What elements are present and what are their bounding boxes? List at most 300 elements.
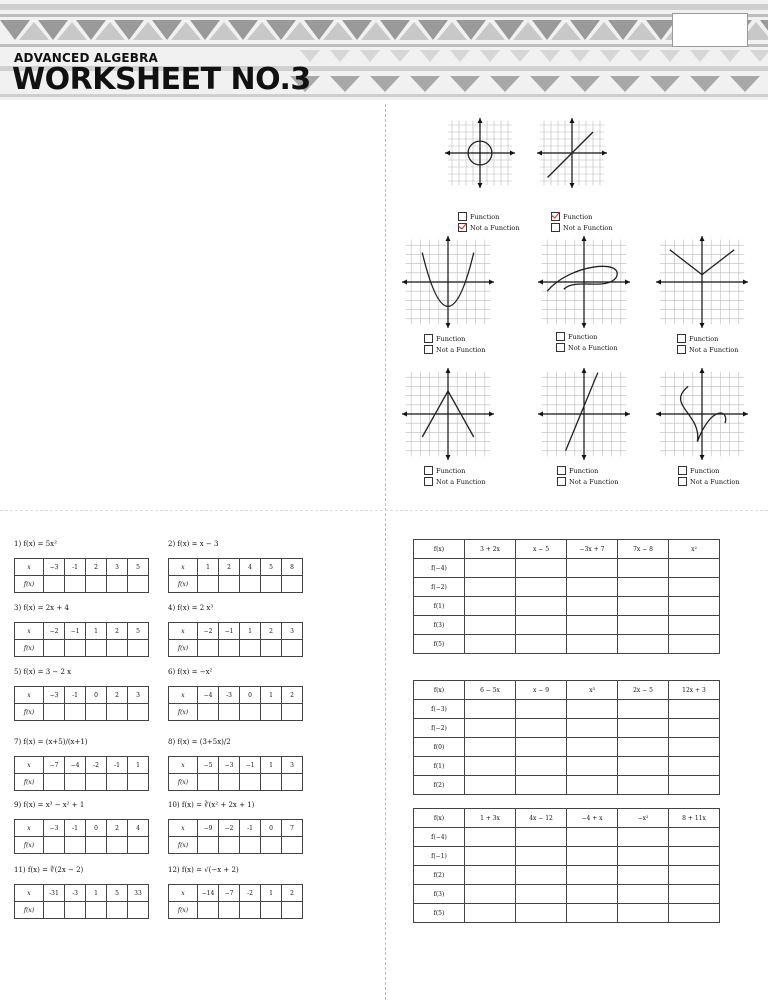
- answer-cell[interactable]: [261, 576, 282, 593]
- problem-2-table: [168, 558, 303, 593]
- graph-loop-option-1[interactable]: [556, 343, 618, 352]
- x-value: 2: [282, 885, 303, 902]
- answer-cell[interactable]: [669, 828, 720, 847]
- table-header: −4 + x: [567, 809, 618, 828]
- answer-cell[interactable]: [669, 597, 720, 616]
- graph-line-option-1[interactable]: [551, 223, 613, 232]
- x-header: x: [169, 623, 198, 640]
- answer-cell[interactable]: [516, 700, 567, 719]
- answer-cell[interactable]: [219, 704, 240, 721]
- problem-1-label: 1) f(x) = 5x²: [14, 540, 57, 548]
- x-value: 1: [240, 623, 261, 640]
- x-header: x: [15, 885, 44, 902]
- answer-cell[interactable]: [567, 559, 618, 578]
- checkbox[interactable]: [424, 477, 433, 486]
- answer-cell[interactable]: [240, 837, 261, 854]
- x-value: 0: [86, 687, 107, 704]
- answer-cell[interactable]: [261, 837, 282, 854]
- answer-cell[interactable]: [465, 635, 516, 654]
- answer-cell[interactable]: [567, 738, 618, 757]
- answer-cell[interactable]: [240, 774, 261, 791]
- checkbox[interactable]: [551, 223, 560, 232]
- x-header: x: [15, 820, 44, 837]
- graph-circle: [445, 118, 515, 188]
- answer-cell[interactable]: [465, 847, 516, 866]
- column-divider: [385, 104, 386, 1000]
- answer-cell[interactable]: [567, 776, 618, 795]
- function-table-1: [413, 539, 720, 654]
- checkbox[interactable]: [424, 466, 433, 475]
- answer-cell[interactable]: [618, 700, 669, 719]
- answer-cell[interactable]: [198, 902, 219, 919]
- answer-cell[interactable]: [86, 774, 107, 791]
- answer-cell[interactable]: [128, 902, 149, 919]
- x-header: x: [169, 559, 198, 576]
- worksheet-subtitle: ADVANCED ALGEBRA: [14, 51, 159, 65]
- row-label: f(5): [414, 635, 465, 654]
- answer-cell[interactable]: [567, 866, 618, 885]
- row-label: f(−1): [414, 847, 465, 866]
- x-value: 0: [86, 820, 107, 837]
- fx-header: f(x): [15, 837, 44, 854]
- answer-cell[interactable]: [618, 578, 669, 597]
- answer-cell[interactable]: [128, 704, 149, 721]
- answer-cell[interactable]: [567, 885, 618, 904]
- checkbox-label: Not a Function: [568, 343, 618, 352]
- problem-1-table: [14, 558, 149, 593]
- x-value: −3: [44, 820, 65, 837]
- answer-cell[interactable]: [516, 719, 567, 738]
- graph-vshape-option-1[interactable]: [677, 345, 739, 354]
- table-header: f(x): [414, 809, 465, 828]
- answer-cell[interactable]: [669, 578, 720, 597]
- graph-steep-option-1[interactable]: [557, 477, 619, 486]
- answer-cell[interactable]: [44, 640, 65, 657]
- answer-cell[interactable]: [465, 866, 516, 885]
- answer-cell[interactable]: [516, 776, 567, 795]
- answer-cell[interactable]: [669, 885, 720, 904]
- x-value: 5: [107, 885, 128, 902]
- x-value: -2: [86, 757, 107, 774]
- answer-cell[interactable]: [567, 597, 618, 616]
- answer-cell[interactable]: [107, 837, 128, 854]
- answer-cell[interactable]: [516, 578, 567, 597]
- answer-cell[interactable]: [65, 902, 86, 919]
- x-value: 2: [107, 687, 128, 704]
- checkbox[interactable]: [556, 343, 565, 352]
- graph-parabola-option-1[interactable]: [424, 345, 486, 354]
- answer-cell[interactable]: [107, 640, 128, 657]
- x-value: 3: [128, 687, 149, 704]
- x-value: 1: [261, 687, 282, 704]
- x-header: x: [15, 687, 44, 704]
- answer-cell[interactable]: [465, 616, 516, 635]
- problem-10-table: [168, 819, 303, 854]
- answer-cell[interactable]: [198, 837, 219, 854]
- answer-cell[interactable]: [618, 828, 669, 847]
- x-value: −5: [198, 757, 219, 774]
- checkbox-label: Not a Function: [690, 477, 740, 486]
- x-header: x: [15, 559, 44, 576]
- answer-cell[interactable]: [128, 576, 149, 593]
- x-value: 2: [107, 820, 128, 837]
- x-value: -1: [65, 687, 86, 704]
- answer-cell[interactable]: [516, 866, 567, 885]
- answer-cell[interactable]: [669, 776, 720, 795]
- x-header: x: [169, 885, 198, 902]
- answer-cell[interactable]: [516, 757, 567, 776]
- worksheet-title: WORKSHEET NO.3: [12, 62, 311, 97]
- answer-cell[interactable]: [567, 828, 618, 847]
- graph-triangle-option-0[interactable]: [424, 466, 465, 475]
- x-value: 7: [282, 820, 303, 837]
- problem-8-table: [168, 756, 303, 791]
- x-value: 1: [261, 885, 282, 902]
- answer-cell[interactable]: [65, 837, 86, 854]
- answer-cell[interactable]: [465, 597, 516, 616]
- answer-cell[interactable]: [618, 757, 669, 776]
- answer-cell[interactable]: [282, 902, 303, 919]
- answer-cell[interactable]: [198, 640, 219, 657]
- row-label: f(−4): [414, 828, 465, 847]
- x-value: 1: [86, 885, 107, 902]
- answer-cell[interactable]: [669, 616, 720, 635]
- x-value: -3: [219, 687, 240, 704]
- answer-cell[interactable]: [669, 719, 720, 738]
- x-value: -3: [65, 885, 86, 902]
- answer-cell[interactable]: [516, 828, 567, 847]
- problem-9-table: [14, 819, 149, 854]
- x-header: x: [15, 623, 44, 640]
- answer-cell[interactable]: [669, 904, 720, 923]
- answer-cell[interactable]: [65, 576, 86, 593]
- x-value: 8: [282, 559, 303, 576]
- graph-scurve-option-0[interactable]: [678, 466, 719, 475]
- answer-cell[interactable]: [240, 704, 261, 721]
- x-value: 0: [261, 820, 282, 837]
- table-header: −x²: [618, 809, 669, 828]
- answer-cell[interactable]: [240, 902, 261, 919]
- x-value: -1: [65, 820, 86, 837]
- answer-cell[interactable]: [107, 704, 128, 721]
- problem-3-table: [14, 622, 149, 657]
- answer-cell[interactable]: [618, 597, 669, 616]
- row-label: f(3): [414, 616, 465, 635]
- problem-3-label: 3) f(x) = 2x + 4: [14, 604, 69, 612]
- x-value: 1: [128, 757, 149, 774]
- graph-vshape: [656, 236, 748, 328]
- problem-5-table: [14, 686, 149, 721]
- answer-cell[interactable]: [240, 576, 261, 593]
- problem-11-table: [14, 884, 149, 919]
- graph-scurve-option-1[interactable]: [678, 477, 740, 486]
- table-header: 3 + 2x: [465, 540, 516, 559]
- fx-header: f(x): [15, 576, 44, 593]
- problem-7-label: 7) f(x) = (x+5)/(x+1): [14, 738, 88, 746]
- x-value: −7: [219, 885, 240, 902]
- answer-cell[interactable]: [282, 576, 303, 593]
- fx-header: f(x): [169, 704, 198, 721]
- answer-cell[interactable]: [465, 828, 516, 847]
- answer-cell[interactable]: [86, 837, 107, 854]
- answer-cell[interactable]: [198, 704, 219, 721]
- row-label: f(−2): [414, 578, 465, 597]
- graph-steep: [538, 368, 630, 460]
- x-value: 1: [198, 559, 219, 576]
- answer-cell[interactable]: [516, 885, 567, 904]
- answer-cell[interactable]: [567, 719, 618, 738]
- x-header: x: [169, 757, 198, 774]
- checkbox[interactable]: [557, 477, 566, 486]
- answer-cell[interactable]: [107, 774, 128, 791]
- answer-cell[interactable]: [516, 635, 567, 654]
- answer-cell[interactable]: [86, 576, 107, 593]
- graph-steep-option-0[interactable]: [557, 466, 598, 475]
- checkbox[interactable]: [458, 223, 467, 232]
- answer-cell[interactable]: [198, 774, 219, 791]
- answer-cell[interactable]: [128, 837, 149, 854]
- table-header: f(x): [414, 540, 465, 559]
- problem-11-label: 11) f(x) = ∜(2x − 2): [14, 866, 84, 874]
- checkbox-label: Not a Function: [470, 223, 520, 232]
- answer-cell[interactable]: [465, 738, 516, 757]
- row-label: f(1): [414, 757, 465, 776]
- x-value: 3: [282, 623, 303, 640]
- answer-cell[interactable]: [465, 776, 516, 795]
- table-header: x²: [669, 540, 720, 559]
- answer-cell[interactable]: [65, 640, 86, 657]
- answer-cell[interactable]: [516, 738, 567, 757]
- table-header: x³: [567, 681, 618, 700]
- answer-cell[interactable]: [107, 902, 128, 919]
- answer-cell[interactable]: [516, 597, 567, 616]
- graph-loop-option-0[interactable]: [556, 332, 597, 341]
- checkbox[interactable]: [424, 334, 433, 343]
- answer-cell[interactable]: [261, 774, 282, 791]
- answer-cell[interactable]: [669, 757, 720, 776]
- x-value: 0: [240, 687, 261, 704]
- table-header: 7x − 8: [618, 540, 669, 559]
- problem-7-table: [14, 756, 149, 791]
- answer-cell[interactable]: [618, 616, 669, 635]
- checkbox[interactable]: [556, 332, 565, 341]
- answer-cell[interactable]: [618, 635, 669, 654]
- x-value: -1: [65, 559, 86, 576]
- x-value: −3: [44, 559, 65, 576]
- answer-cell[interactable]: [618, 776, 669, 795]
- graph-triangle-option-1[interactable]: [424, 477, 486, 486]
- answer-cell[interactable]: [669, 866, 720, 885]
- answer-cell[interactable]: [65, 774, 86, 791]
- answer-cell[interactable]: [465, 578, 516, 597]
- answer-cell[interactable]: [618, 719, 669, 738]
- x-value: −14: [198, 885, 219, 902]
- answer-cell[interactable]: [219, 774, 240, 791]
- answer-cell[interactable]: [618, 559, 669, 578]
- answer-cell[interactable]: [465, 719, 516, 738]
- x-value: −2: [219, 820, 240, 837]
- answer-cell[interactable]: [128, 774, 149, 791]
- problem-4-label: 4) f(x) = 2 x³: [168, 604, 214, 612]
- answer-cell[interactable]: [516, 847, 567, 866]
- answer-cell[interactable]: [567, 847, 618, 866]
- answer-cell[interactable]: [65, 704, 86, 721]
- table-header: 4x − 12: [516, 809, 567, 828]
- x-value: 2: [107, 623, 128, 640]
- answer-cell[interactable]: [465, 559, 516, 578]
- x-value: 3: [282, 757, 303, 774]
- answer-cell[interactable]: [465, 885, 516, 904]
- checkbox[interactable]: [678, 466, 687, 475]
- x-value: 1: [86, 623, 107, 640]
- answer-cell[interactable]: [669, 700, 720, 719]
- problem-6-table: [168, 686, 303, 721]
- fx-header: f(x): [169, 576, 198, 593]
- graph-loop: [538, 236, 630, 328]
- answer-cell[interactable]: [240, 640, 261, 657]
- checkbox-label: Not a Function: [436, 477, 486, 486]
- x-value: −4: [198, 687, 219, 704]
- graph-parabola: [402, 236, 494, 328]
- problem-12-table: [168, 884, 303, 919]
- row-label: f(1): [414, 597, 465, 616]
- checkbox[interactable]: [557, 466, 566, 475]
- checkbox-label: Function: [569, 466, 599, 475]
- answer-cell[interactable]: [44, 902, 65, 919]
- answer-cell[interactable]: [465, 757, 516, 776]
- graph-triangle: [402, 368, 494, 460]
- answer-cell[interactable]: [44, 576, 65, 593]
- checkbox-label: Not a Function: [563, 223, 613, 232]
- graph-vshape-option-0[interactable]: [677, 334, 718, 343]
- answer-cell[interactable]: [567, 635, 618, 654]
- answer-cell[interactable]: [618, 847, 669, 866]
- x-value: −1: [65, 623, 86, 640]
- graph-line: [537, 118, 607, 188]
- x-header: x: [169, 820, 198, 837]
- answer-cell[interactable]: [618, 904, 669, 923]
- answer-cell[interactable]: [86, 704, 107, 721]
- checkbox[interactable]: [677, 334, 686, 343]
- fx-header: f(x): [15, 774, 44, 791]
- row-divider: [0, 510, 768, 511]
- fx-header: f(x): [169, 774, 198, 791]
- answer-cell[interactable]: [261, 704, 282, 721]
- answer-cell[interactable]: [618, 866, 669, 885]
- answer-cell[interactable]: [86, 640, 107, 657]
- problem-6-label: 6) f(x) = −x²: [168, 668, 213, 676]
- checkbox-label: Function: [563, 212, 593, 221]
- answer-cell[interactable]: [465, 904, 516, 923]
- graph-line-option-0[interactable]: [551, 212, 592, 221]
- function-table-2: [413, 680, 720, 795]
- answer-cell[interactable]: [86, 902, 107, 919]
- answer-cell[interactable]: [567, 757, 618, 776]
- answer-cell[interactable]: [669, 635, 720, 654]
- answer-cell[interactable]: [44, 837, 65, 854]
- problem-8-label: 8) f(x) = (3+5x)/2: [168, 738, 231, 746]
- checkbox[interactable]: [677, 345, 686, 354]
- table-header: 12x + 3: [669, 681, 720, 700]
- problem-10-label: 10) f(x) = ∛(x² + 2x + 1): [168, 801, 255, 809]
- x-value: 2: [282, 687, 303, 704]
- answer-cell[interactable]: [219, 837, 240, 854]
- fx-header: f(x): [169, 902, 198, 919]
- answer-cell[interactable]: [282, 640, 303, 657]
- x-value: 2: [219, 559, 240, 576]
- answer-cell[interactable]: [567, 578, 618, 597]
- answer-cell[interactable]: [567, 616, 618, 635]
- x-value: −4: [65, 757, 86, 774]
- answer-cell[interactable]: [282, 837, 303, 854]
- answer-cell[interactable]: [44, 774, 65, 791]
- checkbox-label: Not a Function: [436, 345, 486, 354]
- x-value: 1: [261, 757, 282, 774]
- row-label: f(0): [414, 738, 465, 757]
- problem-9-label: 9) f(x) = x³ − x² + 1: [14, 801, 85, 809]
- answer-cell[interactable]: [567, 700, 618, 719]
- x-value: -31: [44, 885, 65, 902]
- checkbox[interactable]: [678, 477, 687, 486]
- answer-cell[interactable]: [282, 704, 303, 721]
- answer-cell[interactable]: [618, 738, 669, 757]
- x-header: x: [15, 757, 44, 774]
- answer-cell[interactable]: [516, 904, 567, 923]
- answer-cell[interactable]: [465, 700, 516, 719]
- name-box[interactable]: [672, 13, 748, 47]
- answer-cell[interactable]: [567, 904, 618, 923]
- checkbox-label: Function: [568, 332, 598, 341]
- answer-cell[interactable]: [669, 847, 720, 866]
- fx-header: f(x): [169, 640, 198, 657]
- answer-cell[interactable]: [261, 640, 282, 657]
- answer-cell[interactable]: [669, 738, 720, 757]
- answer-cell[interactable]: [219, 640, 240, 657]
- fx-header: f(x): [169, 837, 198, 854]
- answer-cell[interactable]: [219, 576, 240, 593]
- answer-cell[interactable]: [618, 885, 669, 904]
- x-header: x: [169, 687, 198, 704]
- header-banner: [0, 0, 768, 100]
- answer-cell[interactable]: [107, 576, 128, 593]
- graph-circle-option-1[interactable]: [458, 223, 520, 232]
- answer-cell[interactable]: [128, 640, 149, 657]
- checkbox[interactable]: [551, 212, 560, 221]
- checkbox[interactable]: [424, 345, 433, 354]
- answer-cell[interactable]: [261, 902, 282, 919]
- checkbox-label: Not a Function: [689, 345, 739, 354]
- answer-cell[interactable]: [516, 616, 567, 635]
- x-value: -2: [240, 885, 261, 902]
- graph-circle-option-0[interactable]: [458, 212, 499, 221]
- answer-cell[interactable]: [219, 902, 240, 919]
- answer-cell[interactable]: [198, 576, 219, 593]
- table-header: x − 9: [516, 681, 567, 700]
- answer-cell[interactable]: [282, 774, 303, 791]
- row-label: f(2): [414, 776, 465, 795]
- x-value: 5: [128, 623, 149, 640]
- answer-cell[interactable]: [516, 559, 567, 578]
- row-label: f(−2): [414, 719, 465, 738]
- row-label: f(−3): [414, 700, 465, 719]
- problem-2-label: 2) f(x) = x − 3: [168, 540, 219, 548]
- row-label: f(2): [414, 866, 465, 885]
- graph-parabola-option-0[interactable]: [424, 334, 465, 343]
- answer-cell[interactable]: [669, 559, 720, 578]
- x-value: 5: [261, 559, 282, 576]
- answer-cell[interactable]: [44, 704, 65, 721]
- checkbox-label: Not a Function: [569, 477, 619, 486]
